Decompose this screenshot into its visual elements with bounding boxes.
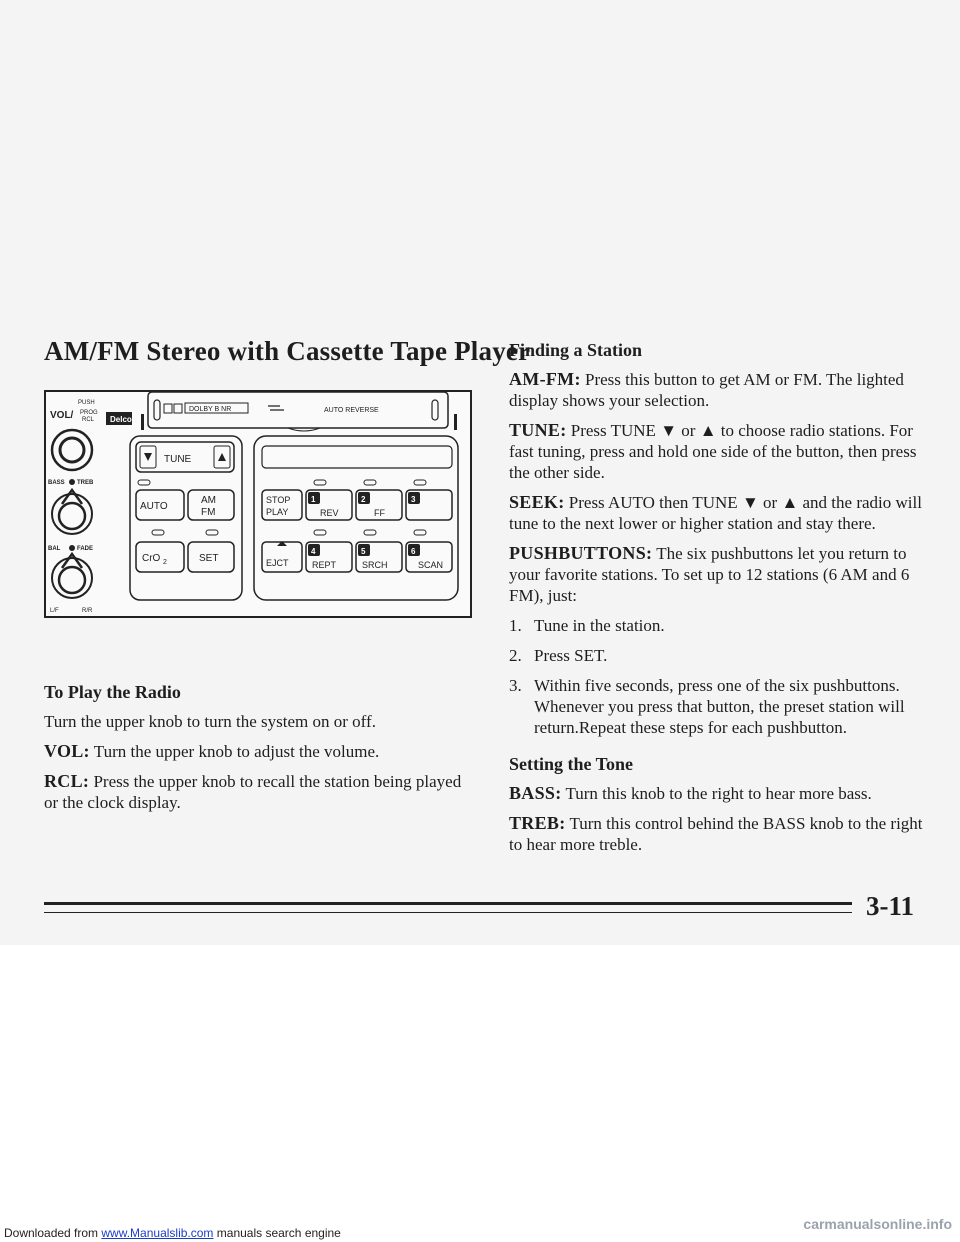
step-text: Press SET. bbox=[534, 646, 608, 665]
up-arrow-icon: ▲ bbox=[699, 421, 717, 440]
page-title: AM/FM Stereo with Cassette Tape Player bbox=[44, 336, 531, 366]
tune-paragraph bbox=[509, 420, 929, 483]
seek-text-b: or bbox=[758, 493, 782, 512]
preset-5-number: 5 bbox=[361, 547, 366, 556]
bass-text: Turn this knob to the right to hear more bass. bbox=[561, 784, 872, 803]
amfm-paragraph bbox=[509, 369, 929, 411]
preset-steps-list bbox=[509, 615, 929, 738]
download-footer bbox=[4, 1226, 341, 1240]
tune-label: TUNE bbox=[164, 454, 192, 465]
dolby-label: DOLBY B NR bbox=[189, 406, 232, 413]
ejct-label: EJCT bbox=[266, 558, 289, 568]
vol-text: Turn the upper knob to adjust the volume. bbox=[89, 742, 380, 761]
left-column bbox=[44, 682, 474, 822]
finding-station-heading: Finding a Station bbox=[509, 340, 643, 360]
list-item bbox=[509, 645, 929, 666]
step-text: Within five seconds, press one of the six pushbuttons. Whenever you press that button, the preset station will return.Repeat these steps for each pushbutton. bbox=[534, 676, 905, 737]
tune-text-c: to choose radio stations. For fast tuning, press and hold one side of the button, then press the other side. bbox=[509, 421, 917, 482]
footer-rule-thick bbox=[44, 902, 852, 905]
pushbuttons-text: The six pushbuttons let you return to your favorite stations. To set up to 12 stations (6 AM and 6 FM), just: bbox=[509, 544, 910, 605]
delco-brand: Delco bbox=[110, 415, 132, 424]
rev-label: REV bbox=[320, 508, 339, 518]
ff-label: FF bbox=[374, 508, 385, 518]
step-number: 1. bbox=[509, 616, 522, 635]
amfm-term: AM-FM: bbox=[509, 369, 581, 389]
rcl-paragraph bbox=[44, 771, 474, 813]
rept-label: REPT bbox=[312, 560, 337, 570]
treb-label: TREB bbox=[77, 480, 94, 486]
push-label: PUSH bbox=[78, 400, 95, 406]
vol-term: VOL: bbox=[44, 741, 90, 761]
radio-illustration bbox=[44, 390, 472, 618]
step-number: 2. bbox=[509, 646, 522, 665]
tune-text-b: or bbox=[677, 421, 700, 440]
rcl-term: RCL: bbox=[44, 771, 90, 791]
set-label: SET bbox=[199, 553, 219, 564]
seek-text-a: Press AUTO then TUNE bbox=[564, 493, 742, 512]
fm-label: FM bbox=[201, 507, 216, 518]
am-label: AM bbox=[201, 495, 216, 506]
stop-label: STOP bbox=[266, 495, 291, 505]
auto-reverse-label: AUTO REVERSE bbox=[324, 407, 379, 414]
scan-label: SCAN bbox=[418, 560, 444, 570]
rr-label: R/R bbox=[82, 608, 93, 614]
rcl-label: RCL bbox=[82, 417, 95, 423]
rcl-text: Press the upper knob to recall the station being played or the clock display. bbox=[44, 772, 462, 812]
vol-paragraph bbox=[44, 741, 474, 762]
watermark: carmanualsonline.info bbox=[803, 1216, 952, 1232]
srch-label: SRCH bbox=[362, 560, 388, 570]
page-number: 3-11 bbox=[866, 891, 915, 921]
power-paragraph: Turn the upper knob to turn the system on or off. bbox=[44, 712, 376, 731]
down-arrow-icon: ▼ bbox=[660, 421, 678, 440]
right-column bbox=[509, 340, 929, 864]
footer-suffix: manuals search engine bbox=[213, 1226, 341, 1240]
up-arrow-icon: ▲ bbox=[781, 493, 799, 512]
step-text: Tune in the station. bbox=[534, 616, 665, 635]
list-item bbox=[509, 675, 929, 738]
play-radio-heading: To Play the Radio bbox=[44, 682, 181, 702]
footer-rule-thin bbox=[44, 912, 852, 913]
fade-label: FADE bbox=[77, 546, 94, 552]
treb-term: TREB: bbox=[509, 813, 566, 833]
bass-label: BASS bbox=[48, 480, 65, 486]
setting-tone-heading: Setting the Tone bbox=[509, 754, 634, 774]
tune-term: TUNE: bbox=[509, 420, 567, 440]
footer-prefix: Downloaded from bbox=[4, 1226, 102, 1240]
bass-paragraph bbox=[509, 783, 929, 804]
pushbuttons-paragraph bbox=[509, 543, 929, 606]
seek-text-c: and the radio will tune to the next lower or higher station and stay there. bbox=[509, 493, 922, 533]
lf-label: L/F bbox=[50, 608, 59, 614]
preset-1-number: 1 bbox=[311, 495, 316, 504]
treb-paragraph bbox=[509, 813, 929, 855]
prog-label: PROG bbox=[80, 410, 98, 416]
bass-term: BASS: bbox=[509, 783, 562, 803]
amfm-text: Press this button to get AM or FM. The lighted display shows your selection. bbox=[509, 370, 904, 410]
play-label: PLAY bbox=[266, 507, 289, 517]
vol-label: VOL/ bbox=[50, 410, 74, 421]
tune-text-a: Press TUNE bbox=[566, 421, 661, 440]
auto-label: AUTO bbox=[140, 501, 168, 512]
list-item bbox=[509, 615, 929, 636]
seek-paragraph bbox=[509, 492, 929, 534]
manualslib-link[interactable]: www.Manualslib.com bbox=[101, 1226, 214, 1240]
preset-3-number: 3 bbox=[411, 495, 416, 504]
down-arrow-icon: ▼ bbox=[741, 493, 759, 512]
seek-term: SEEK: bbox=[509, 492, 565, 512]
cro2-subscript: 2 bbox=[163, 559, 167, 566]
preset-4-number: 4 bbox=[311, 547, 316, 556]
pushbuttons-term: PUSHBUTTONS: bbox=[509, 543, 653, 563]
preset-6-number: 6 bbox=[411, 547, 416, 556]
preset-2-number: 2 bbox=[361, 495, 366, 504]
cro2-label: CrO bbox=[142, 553, 161, 564]
step-number: 3. bbox=[509, 676, 522, 695]
treb-text: Turn this control behind the BASS knob to the right to hear more treble. bbox=[509, 814, 923, 854]
bal-label: BAL bbox=[48, 546, 61, 552]
